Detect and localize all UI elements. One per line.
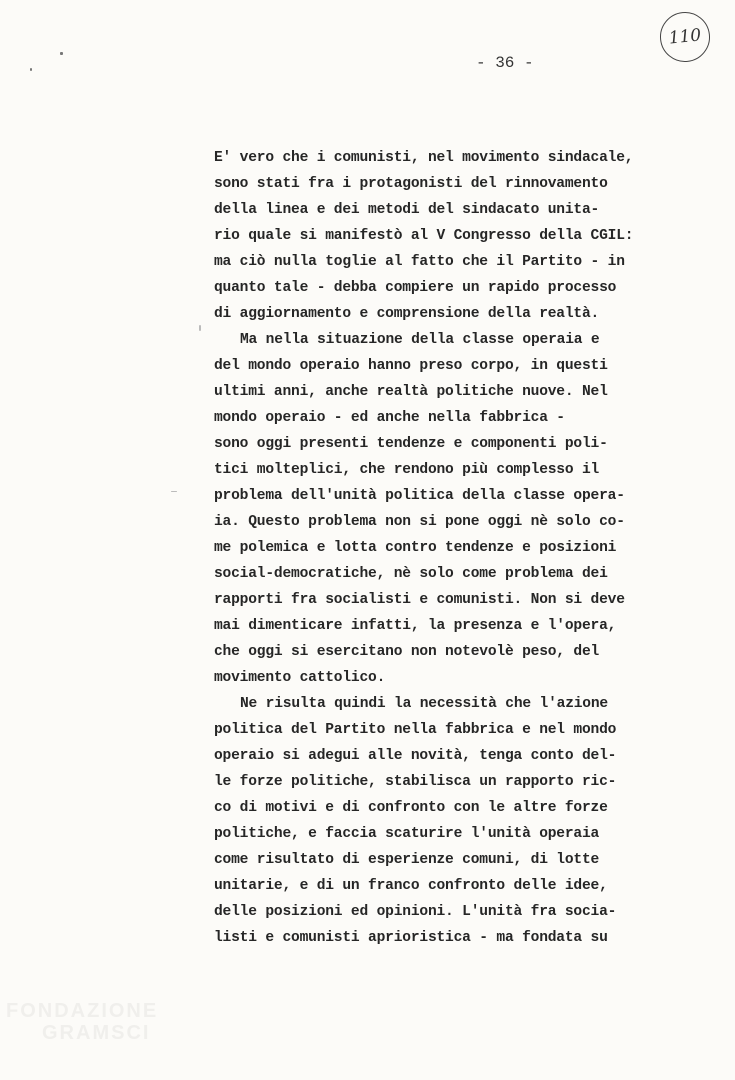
archive-number: 110 <box>667 25 703 49</box>
text-line: listi e comunisti aprioristica - ma fondata su <box>214 930 608 946</box>
text-line: movimento cattolico. <box>214 670 386 686</box>
text-line: me polemica e lotta contro tendenze e posizioni <box>214 540 617 556</box>
text-line: politica del Partito nella fabbrica e nel mondo <box>214 722 617 738</box>
text-line: operaio si adegui alle novità, tenga conto del- <box>214 748 617 764</box>
text-line: di aggiornamento e comprensione della realtà. <box>214 306 600 322</box>
text-line: unitarie, e di un franco confronto delle idee, <box>214 878 608 894</box>
archive-watermark <box>6 1000 158 1044</box>
scan-mark <box>199 325 201 331</box>
scan-mark <box>171 491 177 492</box>
text-line: problema dell'unità politica della classe opera- <box>214 488 625 504</box>
watermark-line: GRAMSCI <box>42 1022 151 1044</box>
text-line: E' vero che i comunisti, nel movimento sindacale, <box>214 150 634 166</box>
scan-mark <box>30 68 32 71</box>
text-line: delle posizioni ed opinioni. L'unità fra socia- <box>214 904 617 920</box>
scan-mark <box>60 52 63 55</box>
text-line: Ne risulta quindi la necessità che l'azione <box>240 696 608 712</box>
text-line: del mondo operaio hanno preso corpo, in questi <box>214 358 608 374</box>
text-line: rapporti fra socialisti e comunisti. Non si deve <box>214 592 625 608</box>
text-line: ia. Questo problema non si pone oggi nè solo co- <box>214 514 625 530</box>
text-line: le forze politiche, stabilisca un rapporto ric- <box>214 774 617 790</box>
watermark-line: FONDAZIONE <box>6 1000 159 1022</box>
text-line: della linea e dei metodi del sindacato unita- <box>214 202 600 218</box>
archive-number-stamp <box>658 10 713 65</box>
text-line: ma ciò nulla toglie al fatto che il Partito - in <box>214 254 625 270</box>
text-line: Ma nella situazione della classe operaia e <box>240 332 600 348</box>
text-line: rio quale si manifestò al V Congresso della CGIL: <box>214 228 634 244</box>
text-line: politiche, e faccia scaturire l'unità operaia <box>214 826 600 842</box>
text-line: mai dimenticare infatti, la presenza e l'opera, <box>214 618 617 634</box>
text-line: ultimi anni, anche realtà politiche nuove. Nel <box>214 384 608 400</box>
text-line: sono oggi presenti tendenze e componenti poli- <box>214 436 608 452</box>
text-line: sono stati fra i protagonisti del rinnovamento <box>214 176 608 192</box>
text-line: quanto tale - debba compiere un rapido processo <box>214 280 617 296</box>
page-number: - 36 - <box>476 54 534 72</box>
text-line: co di motivi e di confronto con le altre forze <box>214 800 608 816</box>
text-line: che oggi si esercitano non notevolè peso, del <box>214 644 600 660</box>
text-line: social-democratiche, nè solo come problema dei <box>214 566 608 582</box>
text-line: mondo operaio - ed anche nella fabbrica - <box>214 410 565 426</box>
document-body <box>214 145 654 951</box>
text-line: tici molteplici, che rendono più complesso il <box>214 462 600 478</box>
text-line: come risultato di esperienze comuni, di lotte <box>214 852 600 868</box>
